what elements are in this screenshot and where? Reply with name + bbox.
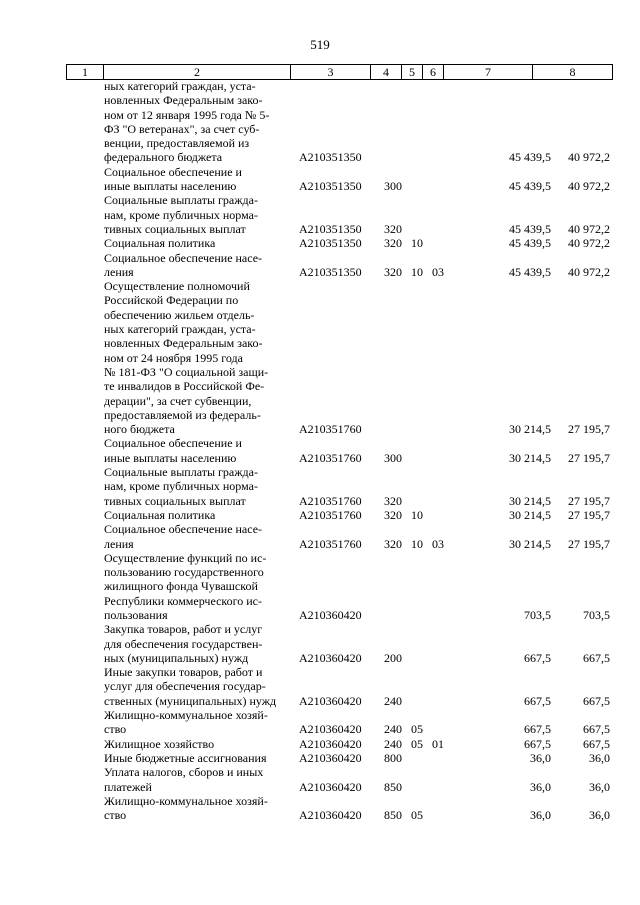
row-v8: 27 195,7 (568, 536, 610, 551)
row-name: Социальное обеспечение и иные выплаты населению (104, 436, 242, 465)
row-v7: 45 439,5 (509, 264, 551, 279)
row-v8: 36,0 (589, 750, 610, 765)
row-v7: 36,0 (530, 808, 551, 823)
row-name: Социальные выплаты гражда- нам, кроме публичных норма- тивных социальных выплат (104, 465, 258, 508)
row-code: А210351760 (299, 507, 362, 522)
row-vr: 320 (384, 507, 402, 522)
row-name: Жилищно-коммунальное хозяй- ство (104, 793, 268, 823)
row-pr: 03 (432, 264, 444, 279)
row-v7: 703,5 (524, 607, 551, 622)
row-v7: 30 214,5 (509, 536, 551, 551)
row-name: Осуществление функций по ис- пользованию государственного жилищного фонда Чувашской Республики коммерческого ис- пользования (104, 550, 267, 622)
page-number: 519 (310, 37, 330, 52)
header-col-3: 3 (291, 65, 371, 79)
table-row (0, 79, 640, 165)
row-rz: 05 (411, 722, 423, 737)
row-v7: 667,5 (524, 722, 551, 737)
row-vr: 300 (384, 179, 402, 194)
row-name: Жилищно-коммунальное хозяй- ство (104, 708, 268, 737)
header-col-6: 6 (423, 65, 444, 79)
row-v8: 27 195,7 (568, 493, 610, 508)
table-row (0, 708, 640, 737)
table-row (0, 165, 640, 194)
row-name: Иные закупки товаров, работ и услуг для обеспечения государ- ственных (муниципальных) нужд (104, 665, 277, 708)
row-code: А210360420 (299, 722, 362, 737)
row-rz: 10 (411, 507, 423, 522)
table-row (0, 436, 640, 465)
row-vr: 320 (384, 221, 402, 236)
row-v8: 667,5 (583, 736, 610, 751)
row-name: Осуществление полномочий Российской Федерации по обеспечению жильем отдель- ных категорий граждан, уста- новленных Федеральным зако- ном от 24 ноября 1995 года № 181-ФЗ "О социальной защи- те инвалидов в Российской Фе- дерации", за счет субвенции, предоставляемой из федераль- ного бюджета (104, 279, 269, 437)
row-name: Закупка товаров, работ и услуг для обеспечения государствен- ных (муниципальных) нужд (104, 622, 263, 665)
row-v7: 667,5 (524, 736, 551, 751)
row-name: ных категорий граждан, уста- новленных Федеральным зако- ном от 12 января 1995 года № 5- ФЗ "О ветеранах", за счет суб- венции, предоставляемой из федерального бюджета (104, 79, 270, 165)
row-v7: 30 214,5 (509, 507, 551, 522)
row-v8: 40 972,2 (568, 264, 610, 279)
row-v8: 40 972,2 (568, 179, 610, 194)
row-code: А210351760 (299, 536, 362, 551)
row-v7: 30 214,5 (509, 422, 551, 437)
row-code: А210360420 (299, 607, 362, 622)
row-v7: 36,0 (530, 779, 551, 794)
header-col-8: 8 (569, 65, 576, 79)
header-col-7: 7 (444, 65, 533, 79)
row-code: А210360420 (299, 808, 362, 823)
header-col-1: 1 (67, 65, 104, 79)
row-v8: 703,5 (583, 607, 610, 622)
row-code: А210351350 (299, 179, 362, 194)
table-row (0, 665, 640, 708)
row-v8: 667,5 (583, 693, 610, 708)
table-row (0, 522, 640, 551)
row-rz: 10 (411, 236, 423, 251)
row-code: А210351760 (299, 450, 362, 465)
row-pr: 03 (432, 536, 444, 551)
row-vr: 240 (384, 736, 402, 751)
row-vr: 800 (384, 750, 402, 765)
row-v7: 36,0 (530, 750, 551, 765)
row-v8: 667,5 (583, 650, 610, 665)
row-code: А210351350 (299, 236, 362, 251)
row-vr: 850 (384, 808, 402, 823)
row-v7: 45 439,5 (509, 150, 551, 165)
row-v7: 30 214,5 (509, 493, 551, 508)
row-v7: 667,5 (524, 693, 551, 708)
row-name: Жилищное хозяйство (104, 736, 215, 751)
table-row (0, 193, 640, 236)
row-name: Иные бюджетные ассигнования (104, 750, 267, 765)
row-rz: 10 (411, 536, 423, 551)
row-name: Социальное обеспечение и иные выплаты населению (104, 164, 242, 194)
row-name: Социальная политика (104, 236, 216, 251)
row-name: Социальная политика (104, 507, 216, 522)
row-vr: 320 (384, 536, 402, 551)
row-vr: 320 (384, 493, 402, 508)
table-row (0, 251, 640, 280)
row-v8: 27 195,7 (568, 450, 610, 465)
row-code: А210360420 (299, 736, 362, 751)
table-row (0, 465, 640, 508)
row-rz: 05 (411, 736, 423, 751)
header-col-4: 4 (371, 65, 402, 79)
header-col-2: 2 (104, 65, 291, 79)
row-rz: 10 (411, 264, 423, 279)
row-code: А210360420 (299, 779, 362, 794)
row-vr: 320 (384, 236, 402, 251)
table-row (0, 794, 640, 823)
row-v8: 40 972,2 (568, 236, 610, 251)
row-code: А210351350 (299, 150, 362, 165)
row-code: А210351760 (299, 422, 362, 437)
row-vr: 320 (384, 264, 402, 279)
row-code: А210351760 (299, 493, 362, 508)
row-v7: 667,5 (524, 650, 551, 665)
header-col-5: 5 (402, 65, 423, 79)
row-v7: 45 439,5 (509, 236, 551, 251)
row-vr: 240 (384, 722, 402, 737)
table-body (0, 79, 640, 822)
row-code: А210360420 (299, 650, 362, 665)
row-code: А210360420 (299, 693, 362, 708)
row-code: А210360420 (299, 750, 362, 765)
row-pr: 01 (432, 736, 444, 751)
row-name: Социальное обеспечение насе- ления (104, 250, 263, 279)
row-code: А210351350 (299, 264, 362, 279)
row-name: Социальное обеспечение насе- ления (104, 522, 263, 551)
row-v8: 27 195,7 (568, 507, 610, 522)
row-v8: 40 972,2 (568, 150, 610, 165)
table-row (0, 765, 640, 794)
table-row (0, 279, 640, 436)
row-v8: 36,0 (589, 808, 610, 823)
table-row (0, 508, 640, 522)
row-vr: 240 (384, 693, 402, 708)
table-row (0, 551, 640, 622)
row-v8: 36,0 (589, 779, 610, 794)
table-row (0, 236, 640, 250)
table-row (0, 751, 640, 765)
row-vr: 200 (384, 650, 402, 665)
table-row (0, 737, 640, 751)
row-vr: 300 (384, 450, 402, 465)
row-name: Уплата налогов, сборов и иных платежей (104, 765, 264, 794)
row-v8: 40 972,2 (568, 221, 610, 236)
row-v7: 45 439,5 (509, 179, 551, 194)
table-header (66, 64, 613, 80)
row-v8: 667,5 (583, 722, 610, 737)
row-v7: 45 439,5 (509, 221, 551, 236)
row-rz: 05 (411, 808, 423, 823)
row-code: А210351350 (299, 221, 362, 236)
row-name: Социальные выплаты гражда- нам, кроме публичных норма- тивных социальных выплат (104, 193, 258, 236)
row-v7: 30 214,5 (509, 450, 551, 465)
row-vr: 850 (384, 779, 402, 794)
row-v8: 27 195,7 (568, 422, 610, 437)
table-row (0, 622, 640, 665)
